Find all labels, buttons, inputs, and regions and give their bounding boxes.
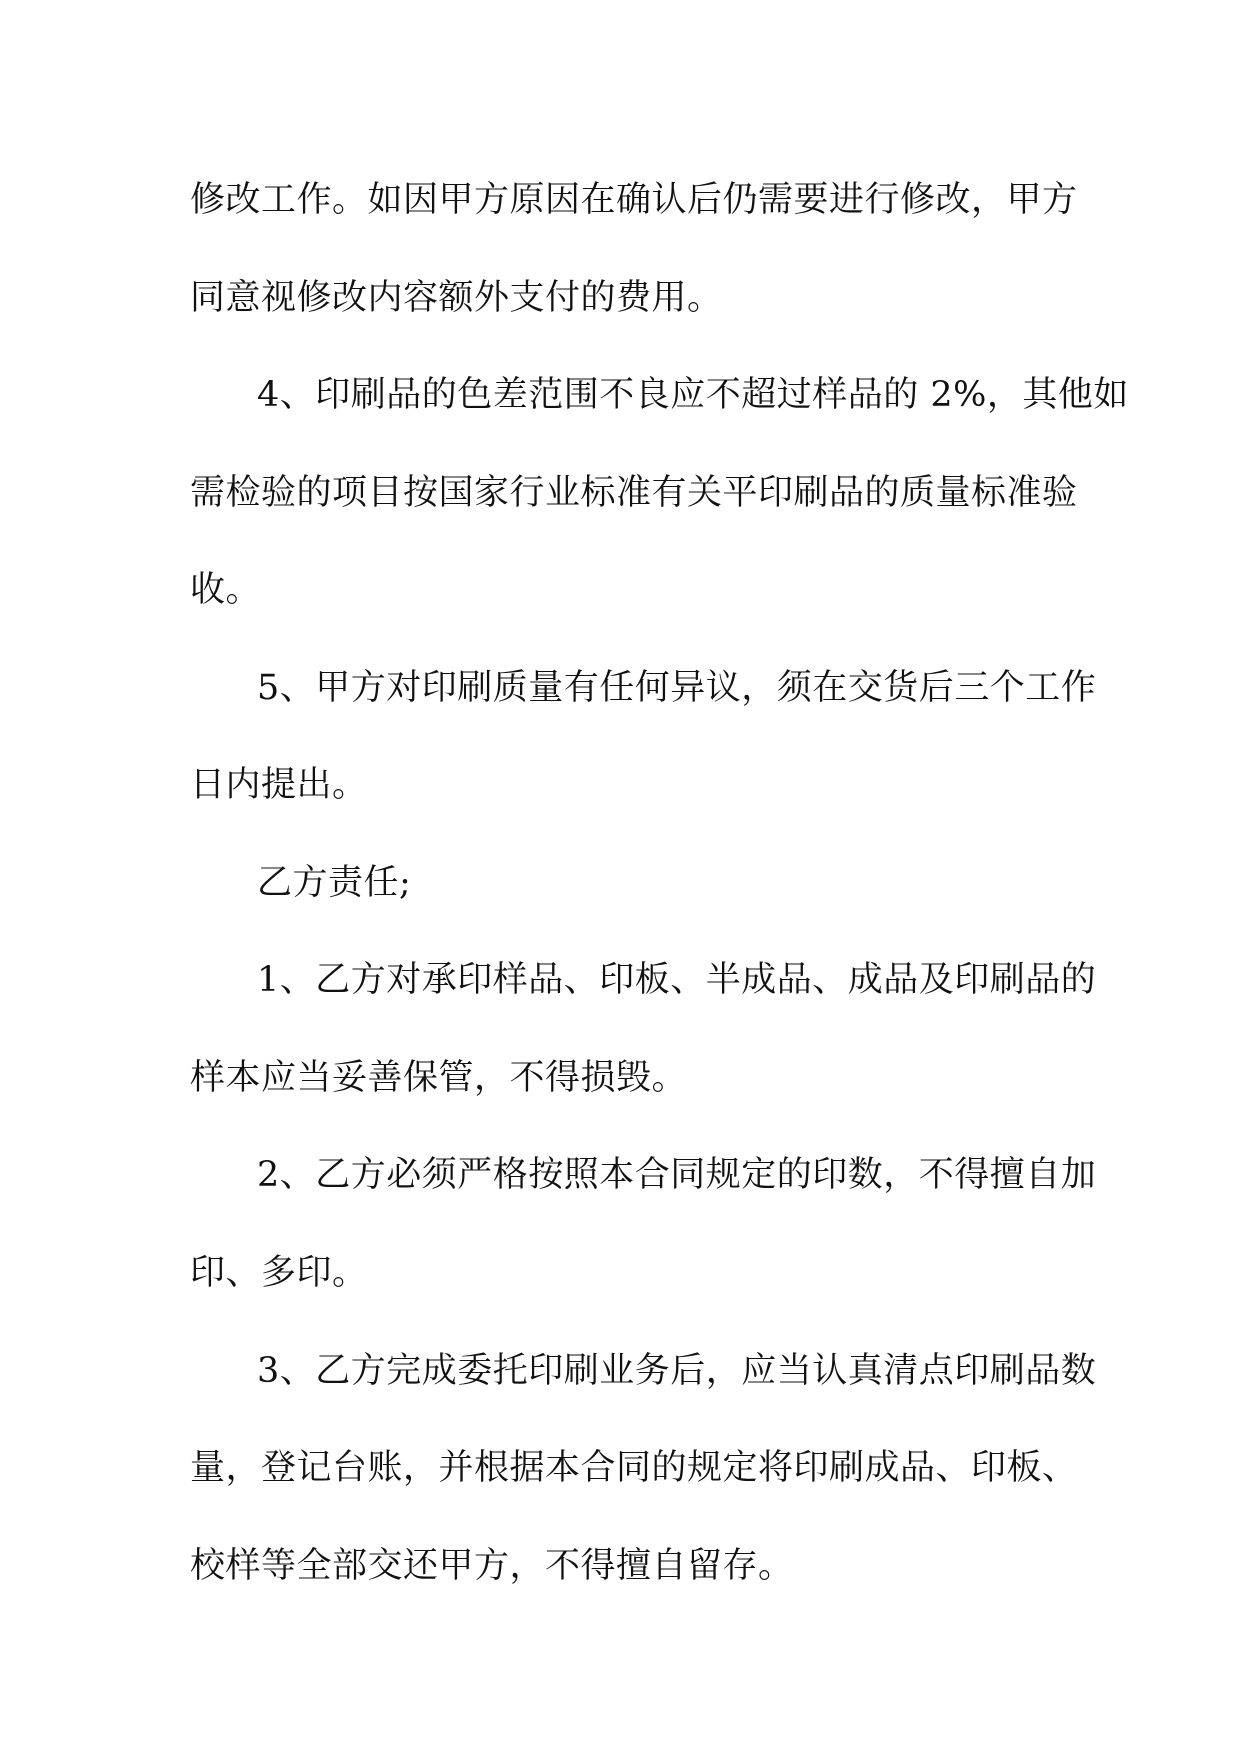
text-line-13: 3、乙方完成委托印刷业务后，应当认真清点印刷品数 bbox=[257, 1351, 1097, 1391]
text-line-4: 需检验的项目按国家行业标准有关平印刷品的质量标准验 bbox=[190, 473, 1078, 513]
text-line-9: 1、乙方对承印样品、印板、半成品、成品及印刷品的 bbox=[257, 960, 1097, 1000]
text-line-10: 样本应当妥善保管，不得损毁。 bbox=[190, 1058, 688, 1098]
text-line-6: 5、甲方对印刷质量有任何异议，须在交货后三个工作 bbox=[257, 668, 1097, 708]
section-heading: 乙方责任; bbox=[257, 863, 412, 903]
text-line-2: 同意视修改内容额外支付的费用。 bbox=[190, 278, 723, 318]
text-line-5: 收。 bbox=[190, 570, 262, 610]
text-line-7: 日内提出。 bbox=[190, 765, 368, 805]
text-line-15: 校样等全部交还甲方，不得擅自留存。 bbox=[190, 1546, 794, 1586]
text-line-1: 修改工作。如因甲方原因在确认后仍需要进行修改，甲方 bbox=[190, 180, 1078, 220]
text-line-11: 2、乙方必须严格按照本合同规定的印数，不得擅自加 bbox=[257, 1155, 1097, 1195]
text-line-12: 印、多印。 bbox=[190, 1253, 368, 1293]
text-line-3: 4、印刷品的色差范围不良应不超过样品的 2%，其他如 bbox=[257, 375, 1129, 415]
text-line-14: 量，登记台账，并根据本合同的规定将印刷成品、印板、 bbox=[190, 1448, 1078, 1488]
